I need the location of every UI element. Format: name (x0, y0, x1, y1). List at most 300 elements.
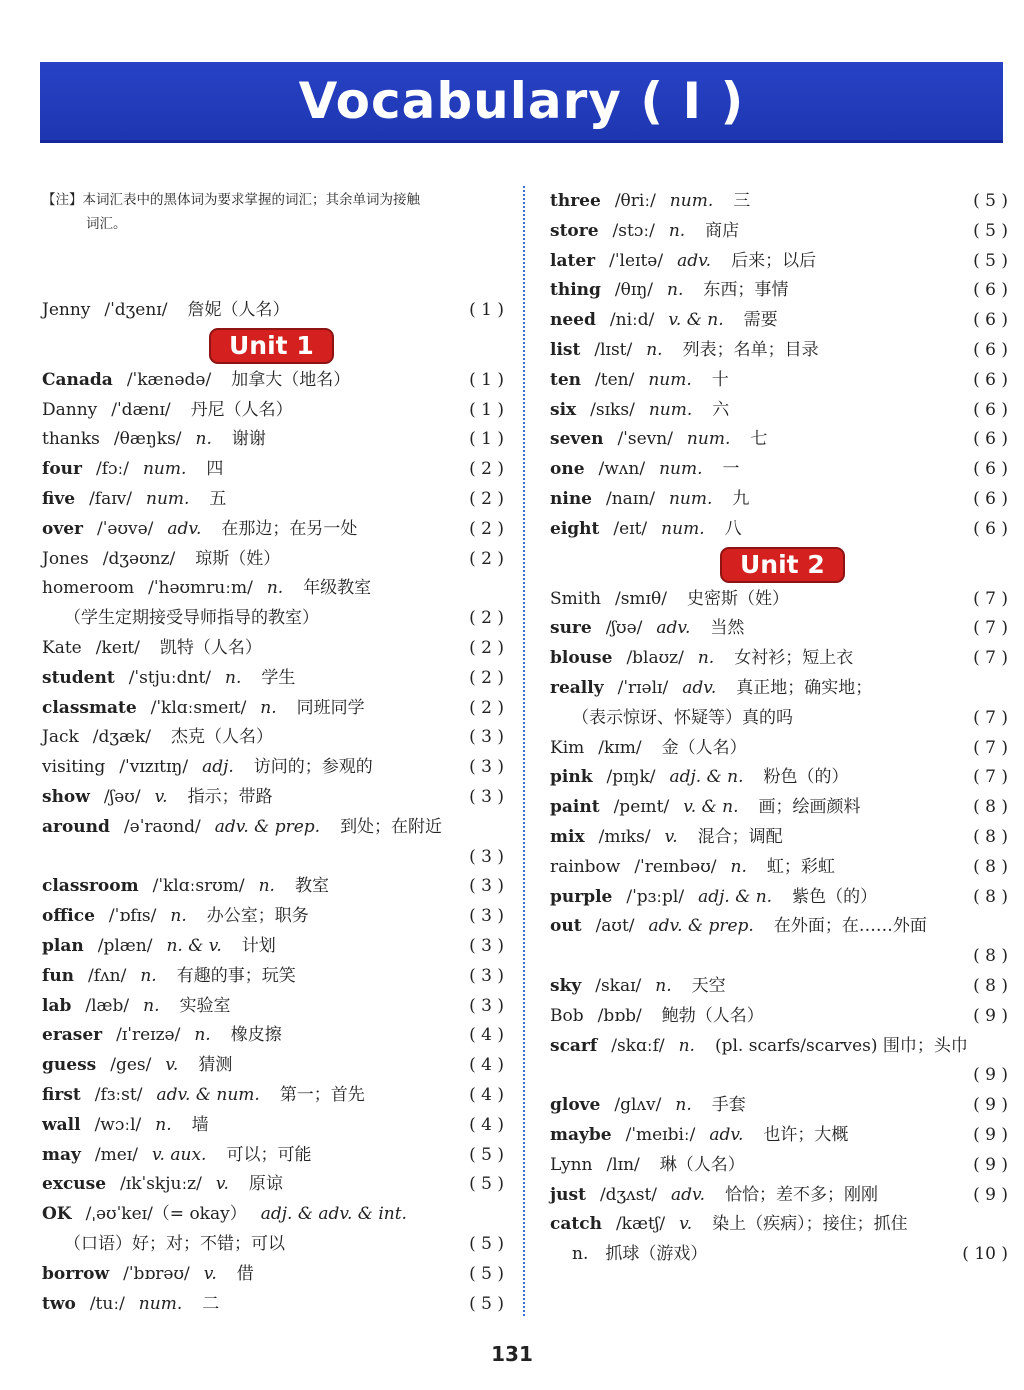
page-ref: ( 3 ) (469, 965, 504, 986)
entry-word: borrow (42, 1263, 110, 1284)
entry-word: Lynn (550, 1154, 593, 1175)
page-ref: ( 10 ) (962, 1244, 1008, 1265)
entry-word: classroom (42, 876, 139, 897)
vocab-entry (550, 247, 1008, 277)
entry-meaning: 后来；以后 (731, 250, 817, 271)
vocab-entry (550, 366, 1008, 396)
entry-phonetic: /læb/ (85, 995, 130, 1016)
page-ref: ( 6 ) (973, 429, 1008, 450)
entry-phonetic: /meɪ/ (94, 1144, 138, 1165)
entry-pos: n. (646, 339, 663, 360)
entry-phonetic: /ˈvɪzɪtɪŋ/ (119, 757, 189, 778)
entry-meaning: 同班同学 (296, 697, 365, 718)
page-ref-row (42, 843, 504, 873)
entry-meaning: 墙 (191, 1114, 209, 1135)
page-ref: ( 5 ) (469, 1293, 504, 1314)
vocab-entry (42, 1170, 504, 1200)
entry-phonetic: /ten/ (595, 369, 635, 390)
entry-meaning: 杰克（人名） (171, 727, 273, 748)
entry-pos: v. & n. (683, 797, 739, 818)
entry-pos: adv. & num. (156, 1084, 260, 1105)
entry-phonetic: /wʌn/ (598, 459, 646, 480)
entry-word: catch (550, 1214, 602, 1235)
entry-phonetic: /dʒæk/ (92, 727, 151, 748)
entry-phonetic: /ˈrɪəlɪ/ (617, 677, 669, 698)
page-ref: ( 5 ) (469, 1233, 504, 1254)
entry-phonetic: /ˈhəʊmruːm/ (148, 578, 253, 599)
entry-meaning: 七 (750, 429, 768, 450)
entry-meaning: 列表；名单；目录 (682, 339, 819, 360)
entry-phonetic: /ˈklɑːsrʊm/ (152, 876, 245, 897)
page-ref-row (550, 942, 1008, 972)
vocab-entry (550, 1032, 1008, 1062)
entry-phonetic: /dʒʌst/ (599, 1184, 658, 1205)
vocab-entry (550, 972, 1008, 1002)
entry-word: excuse (42, 1174, 107, 1195)
vocab-entry (550, 396, 1008, 426)
entry-pos: adv. (167, 518, 202, 539)
entry-phonetic: /ˌəʊˈkeɪ/（= okay） (85, 1204, 247, 1225)
entry-meaning: 借 (236, 1263, 254, 1284)
entry-word: list (550, 339, 581, 360)
note-line-1: 【注】本词汇表中的黑体词为要求掌握的词汇；其余单词为接触 (42, 192, 420, 208)
vocab-entry (42, 574, 504, 604)
entry-pos: n. (225, 667, 242, 688)
entry-word: visiting (42, 757, 106, 778)
continuation-text: n. 抓球（游戏） (572, 1244, 708, 1265)
page-ref: ( 9 ) (973, 1124, 1008, 1145)
entry-word: first (42, 1084, 81, 1105)
page-ref: ( 7 ) (973, 767, 1008, 788)
vocab-entry (550, 515, 1008, 545)
entry-pos: adj. & n. (698, 886, 773, 907)
entry-meaning: 恰恰；差不多；刚刚 (725, 1184, 879, 1205)
vocab-entry (550, 276, 1008, 306)
entry-phonetic: /ˈpɜːpl/ (626, 886, 685, 907)
entry-meaning: 学生 (261, 667, 296, 688)
vocab-entry (42, 485, 504, 515)
entry-pos: adv. & prep. (214, 816, 321, 837)
entry-word: fun (42, 965, 75, 986)
entry-meaning: 计划 (241, 935, 276, 956)
vocab-entry (550, 614, 1008, 644)
entry-word: student (42, 667, 115, 688)
entry-phonetic: /ˈmeɪbiː/ (625, 1124, 696, 1145)
page-ref: ( 8 ) (973, 856, 1008, 877)
entry-pos: adv. (671, 1184, 706, 1205)
entry-meaning: 指示；带路 (187, 786, 273, 807)
page-ref: ( 3 ) (469, 846, 504, 867)
entry-pos: n. (195, 429, 212, 450)
vocab-entry (42, 872, 504, 902)
entry-meaning: 四 (206, 459, 224, 480)
page-ref: ( 4 ) (469, 1025, 504, 1046)
entry-phonetic: /ˈdʒenɪ/ (104, 300, 168, 320)
vocab-entry (550, 674, 1008, 704)
entry-word: eraser (42, 1025, 103, 1046)
vocab-entry (550, 644, 1008, 674)
entry-phonetic: /kɪm/ (598, 737, 642, 758)
entry-word: glove (550, 1095, 601, 1116)
entry-pos: v. (664, 826, 678, 847)
entry-pos: n. (260, 697, 277, 718)
page-ref: ( 6 ) (973, 280, 1008, 301)
page-ref: ( 9 ) (973, 1184, 1008, 1205)
page-ref: ( 7 ) (973, 648, 1008, 669)
vocab-entry (550, 1121, 1008, 1151)
entry-meaning: 女衬衫；短上衣 (734, 648, 854, 669)
entry-meaning: 年级教室 (303, 578, 372, 599)
entry-pos: num. (142, 459, 187, 480)
entry-phonetic: /pɪŋk/ (606, 767, 656, 788)
entry-pos: num. (668, 488, 713, 509)
page-ref: ( 5 ) (973, 220, 1008, 241)
vocab-entry (42, 1200, 504, 1230)
entry-meaning: 实验室 (179, 995, 231, 1016)
entry-word: just (550, 1184, 586, 1205)
entry-phonetic: /keɪt/ (95, 637, 140, 658)
unit-heading (42, 326, 504, 366)
entry-meaning: 东西；事情 (703, 280, 789, 301)
entry-word: guess (42, 1055, 97, 1076)
entry-word: three (550, 191, 601, 211)
entry-meaning: 琼斯（姓） (195, 548, 281, 569)
entry-pos: n. (170, 906, 187, 927)
entry-meaning: 谢谢 (231, 429, 266, 450)
entry-pos: v. & n. (668, 310, 724, 331)
page-ref: ( 1 ) (469, 369, 504, 390)
entry-word: OK (42, 1204, 72, 1225)
entry-pos: n. (667, 280, 684, 301)
entry-word: may (42, 1144, 81, 1165)
entry-pos: num. (659, 459, 703, 480)
entry-word: lab (42, 995, 72, 1016)
page-ref: ( 9 ) (973, 1095, 1008, 1116)
entry-meaning: 办公室；职务 (206, 906, 309, 927)
page-ref: ( 4 ) (469, 1084, 504, 1105)
page-ref: ( 2 ) (469, 608, 504, 629)
entry-pos: num. (661, 518, 705, 539)
page-ref: ( 3 ) (469, 786, 504, 807)
vocab-entry (42, 664, 504, 694)
entry-phonetic: /blaʊz/ (626, 648, 684, 669)
vocab-entry (42, 366, 504, 396)
continuation-text: （口语）好；对；不错；可以 (64, 1233, 285, 1254)
page-ref: ( 8 ) (973, 797, 1008, 818)
entry-word: seven (550, 429, 604, 450)
entry-meaning: 在外面；在……外面 (773, 916, 927, 937)
entry-pos: n. (675, 1095, 692, 1116)
entry-pos: v. (215, 1174, 229, 1195)
entry-pos: adv. (709, 1124, 744, 1145)
entry-phonetic: /ˈəʊvə/ (97, 518, 154, 539)
entry-meaning: 紫色（的） (792, 886, 878, 907)
vocab-entry (42, 425, 504, 455)
entry-word: over (42, 518, 83, 539)
entry-word: sky (550, 975, 582, 996)
vocab-entry (550, 1181, 1008, 1211)
entry-pos: num. (648, 369, 692, 390)
entry-phonetic: /ˈstjuːdnt/ (128, 667, 211, 688)
entry-pos: num. (686, 429, 731, 450)
vocab-entry (550, 912, 1008, 942)
entry-meaning: 琳（人名） (659, 1154, 745, 1175)
entry-pos: num. (146, 488, 190, 509)
entry-phonetic: /ʃəʊ/ (103, 786, 141, 807)
entry-phonetic: /skɑːf/ (611, 1035, 665, 1056)
entry-pos: v. (165, 1055, 179, 1076)
entry-word: office (42, 906, 95, 927)
entry-word: Bob (550, 1005, 584, 1026)
page-title: Vocabulary ( I ) (298, 72, 745, 130)
entry-meaning: 詹妮（人名） (187, 300, 290, 320)
unit-heading (550, 545, 1008, 585)
page-ref: ( 3 ) (469, 995, 504, 1016)
page-ref: ( 3 ) (469, 727, 504, 748)
vocab-entry (42, 783, 504, 813)
entry-meaning: (pl. scarfs/scarves) 围巾；头巾 (714, 1035, 968, 1056)
vocab-entry (550, 793, 1008, 823)
vocab-entry (550, 883, 1008, 913)
page-ref: ( 6 ) (973, 310, 1008, 331)
entry-meaning: 有趣的事；玩笑 (176, 965, 296, 986)
vocab-entry (42, 932, 504, 962)
entry-phonetic: /skaɪ/ (595, 975, 642, 996)
entry-phonetic: /plæn/ (97, 935, 153, 956)
entry-word: Kate (42, 637, 82, 658)
entry-pos: n. (678, 1035, 695, 1056)
entry-phonetic: /ˈɒfɪs/ (108, 906, 157, 927)
entry-word: out (550, 916, 582, 937)
continuation-text: （表示惊讶、怀疑等）真的吗 (572, 707, 793, 728)
entry-word: homeroom (42, 578, 135, 599)
entry-word: thing (550, 280, 601, 301)
entry-pos: n. (258, 876, 275, 897)
entry-meaning: 橡皮擦 (230, 1025, 282, 1046)
entry-word: store (550, 220, 599, 241)
entry-meaning: 混合；调配 (697, 826, 783, 847)
entry-pos: n. (266, 578, 284, 599)
page-ref: ( 7 ) (973, 618, 1008, 639)
entry-phonetic: /stɔː/ (612, 220, 655, 241)
entry-phonetic: /niːd/ (609, 310, 655, 331)
page-ref: ( 5 ) (973, 250, 1008, 271)
title-banner (40, 62, 1003, 143)
entry-meaning: 可以；可能 (226, 1144, 312, 1165)
entry-meaning: 金（人名） (661, 737, 747, 758)
vocab-entry (42, 1260, 504, 1290)
entry-word: need (550, 310, 596, 331)
entry-meaning: 访问的；参观的 (253, 757, 373, 778)
entry-continuation (42, 604, 504, 634)
entry-phonetic: /eɪt/ (613, 518, 648, 539)
vocab-entry (550, 1151, 1008, 1181)
page-ref: ( 6 ) (973, 518, 1008, 539)
page-ref: ( 4 ) (469, 1114, 504, 1135)
vocab-entry (550, 853, 1008, 883)
entry-phonetic: /fʌn/ (88, 965, 127, 986)
entry-pos: adj. (202, 757, 234, 778)
page-ref: ( 5 ) (973, 191, 1008, 211)
page-number: 131 (491, 1342, 533, 1366)
entry-meaning: 原谅 (248, 1174, 283, 1195)
entry-word: blouse (550, 648, 613, 669)
page-ref: ( 3 ) (469, 757, 504, 778)
page-ref: ( 2 ) (469, 488, 504, 509)
entry-phonetic: /əˈraʊnd/ (123, 816, 201, 837)
entry-pos: n. & v. (166, 935, 222, 956)
vocab-entry (42, 1051, 504, 1081)
entry-pos: n. (155, 1114, 172, 1135)
entry-phonetic: /ʃʊə/ (605, 618, 643, 639)
entry-phonetic: /sɪks/ (590, 399, 635, 420)
entry-phonetic: /tuː/ (89, 1293, 125, 1314)
entry-phonetic: /ˈsevn/ (617, 429, 673, 450)
vocab-entry (42, 455, 504, 485)
vocab-entry (550, 455, 1008, 485)
entry-word: purple (550, 886, 613, 907)
entry-word: Kim (550, 737, 585, 758)
entry-phonetic: /ˈdænɪ/ (111, 399, 171, 420)
entry-meaning: 当然 (710, 618, 745, 639)
entry-pos: v. (203, 1263, 217, 1284)
page-ref: ( 8 ) (973, 886, 1008, 907)
entry-word: maybe (550, 1124, 612, 1145)
page-ref: ( 6 ) (973, 488, 1008, 509)
page-ref: ( 4 ) (469, 1055, 504, 1076)
entry-pos: num. (138, 1293, 183, 1314)
vocab-entry (550, 1002, 1008, 1032)
entry-word: ten (550, 369, 582, 390)
vocabulary-note (42, 188, 512, 236)
page-ref: ( 7 ) (973, 588, 1008, 609)
entry-meaning: 史密斯（姓） (686, 588, 789, 609)
entry-meaning: 第一；首先 (279, 1084, 365, 1105)
vocab-entry (42, 1081, 504, 1111)
page-ref: ( 6 ) (973, 459, 1008, 480)
entry-word: sure (550, 618, 592, 639)
entry-word: really (550, 677, 604, 698)
entry-phonetic: /lɪn/ (606, 1154, 640, 1175)
entry-pos: n. (655, 975, 672, 996)
entry-meaning: 染上（疾病）；接住；抓住 (712, 1214, 908, 1235)
entry-word: five (42, 488, 76, 509)
entry-pos: n. (730, 856, 747, 877)
vocab-entry (550, 763, 1008, 793)
entry-pos: v. aux. (151, 1144, 207, 1165)
vocab-entry (42, 753, 504, 783)
entry-word: four (42, 459, 82, 480)
entry-word: one (550, 459, 585, 480)
vocab-entry (42, 992, 504, 1022)
vocab-entry (42, 902, 504, 932)
page-ref: ( 7 ) (973, 737, 1008, 758)
entry-meaning: 二 (202, 1293, 220, 1314)
page-ref: ( 1 ) (469, 300, 504, 320)
entry-phonetic: /ˈklɑːsmeɪt/ (150, 697, 247, 718)
entry-meaning: 商店 (705, 220, 740, 241)
vocab-entry (42, 723, 504, 753)
vocab-entry (550, 485, 1008, 515)
entry-word: Danny (42, 399, 98, 420)
entry-word: later (550, 250, 596, 271)
entry-meaning: 手套 (711, 1095, 746, 1116)
vocab-entry (550, 734, 1008, 764)
entry-pos: v. (154, 786, 168, 807)
entry-phonetic: /fɜːst/ (94, 1084, 143, 1105)
entry-meaning: 十 (711, 369, 729, 390)
entry-pos: num. (669, 191, 714, 211)
page-ref: ( 5 ) (469, 1174, 504, 1195)
entry-meaning: 也许；大概 (763, 1124, 849, 1145)
vocab-entry (42, 396, 504, 426)
vocab-entry (550, 1210, 1008, 1240)
page-ref: ( 9 ) (973, 1154, 1008, 1175)
entry-pos: adv. & prep. (648, 916, 754, 937)
page-ref: ( 5 ) (469, 1263, 504, 1284)
entry-phonetic: /ɪˈreɪzə/ (116, 1025, 181, 1046)
entry-pos: adj. & adv. & int. (260, 1204, 407, 1225)
entry-phonetic: /lɪst/ (594, 339, 633, 360)
page-ref-row (550, 1061, 1008, 1091)
entry-pos: adv. (677, 250, 712, 271)
vocab-entry (550, 823, 1008, 853)
vocab-entry (42, 1290, 504, 1320)
entry-pos: adv. (682, 677, 717, 698)
entry-word: rainbow (550, 856, 621, 877)
page-ref: ( 2 ) (469, 459, 504, 480)
vocab-entry (42, 634, 504, 664)
entry-phonetic: /ges/ (110, 1055, 152, 1076)
page-ref: ( 8 ) (973, 946, 1008, 967)
entry-meaning: 粉色（的） (763, 767, 849, 788)
entry-meaning: 九 (732, 488, 750, 509)
entry-phonetic: /kætʃ/ (615, 1214, 666, 1235)
entry-meaning: 在那边；在另一处 (221, 518, 358, 539)
entry-word: classmate (42, 697, 137, 718)
page-ref: ( 3 ) (469, 935, 504, 956)
page-ref: ( 9 ) (973, 1065, 1008, 1086)
page-ref: ( 7 ) (973, 707, 1008, 728)
vocab-entry (550, 217, 1008, 247)
entry-word: show (42, 786, 90, 807)
entry-word: nine (550, 488, 592, 509)
entry-meaning: 三 (733, 191, 751, 211)
entry-meaning: 真正地；确实地； (736, 677, 873, 698)
vocab-entry (550, 425, 1008, 455)
unit-badge: Unit 2 (720, 547, 845, 583)
entry-phonetic: /ˈbɒrəʊ/ (123, 1263, 190, 1284)
entry-word: pink (550, 767, 593, 788)
entry-word: plan (42, 935, 84, 956)
vocab-entry (42, 1111, 504, 1141)
entry-phonetic: /θɪŋ/ (614, 280, 653, 301)
entry-meaning: 一 (722, 459, 740, 480)
page-ref: ( 1 ) (469, 429, 504, 450)
entry-phonetic: /ˈreɪnbəʊ/ (634, 856, 717, 877)
entry-phonetic: /smɪθ/ (614, 588, 667, 609)
entry-continuation (550, 1240, 1008, 1270)
note-line-2: 词汇。 (86, 216, 127, 232)
vocab-entry (550, 1091, 1008, 1121)
page-ref: ( 8 ) (973, 975, 1008, 996)
page-ref: ( 6 ) (973, 399, 1008, 420)
page-ref: ( 1 ) (469, 399, 504, 420)
entry-pos: n. (697, 648, 715, 669)
page-ref: ( 9 ) (973, 1005, 1008, 1026)
page-ref: ( 2 ) (469, 518, 504, 539)
entry-meaning: 到处；在附近 (340, 816, 443, 837)
